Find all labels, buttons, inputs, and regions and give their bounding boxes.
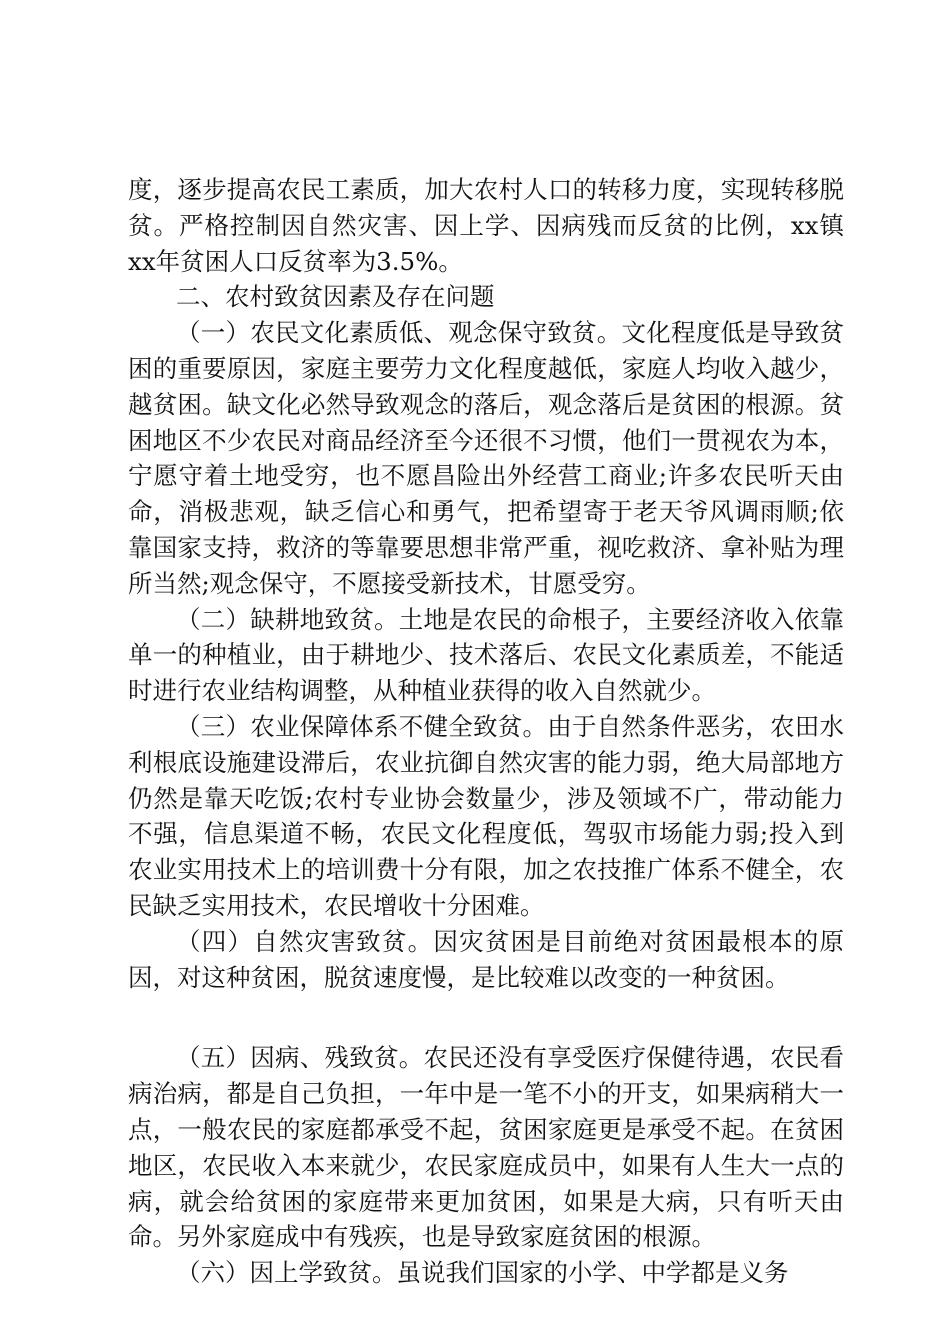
document-body	[128, 172, 844, 1291]
paragraph-cause-6: （六）因上学致贫。虽说我们国家的小学、中学都是义务	[176, 1258, 789, 1288]
paragraph-cause-1: （一）农民文化素质低、观念保守致贫。文化程度低是导致贫困的重要原因，家庭主要劳力文化程度越低，家庭人均收入越少，越贫困。缺文化必然导致观念的落后，观念落后是贫困的根源。贫困地区不少农民对商品经济至今还很不习惯，他们一贯视农为本，宁愿守着土地受穷，也不愿昌险出外经营工商业;许多农民听天由命，消极悲观，缺乏信心和勇气，把希望寄于老天爷风调雨顺;依靠国家支持，救济的等靠要思想非常严重，视吃救济、拿补贴为理所当然;观念保守，不愿接受新技术，甘愿受穷。	[128, 318, 844, 598]
paragraph-cause-3: （三）农业保障体系不健全致贫。由于自然条件恶劣，农田水利根底设施建设滞后，农业抗御自然灾害的能力弱，绝大局部地方仍然是靠天吃饭;农村专业协会数量少，涉及领域不广，带动能力不强，信息渠道不畅，农民文化程度低，驾驭市场能力弱;投入到农业实用技术上的培训费十分有限，加之农技推广体系不健全，农民缺乏实用技术，农民增收十分困难。	[128, 711, 844, 920]
paragraph-cause-4: （四）自然灾害致贫。因灾贫困是目前绝对贫困最根本的原因，对这种贫困，脱贫速度慢，是比较难以改变的一种贫困。	[128, 926, 844, 992]
paragraph-continuation: 度，逐步提高农民工素质，加大农村人口的转移力度，实现转移脱贫。严格控制因自然灾害、因上学、因病残而反贫的比例，xx镇xx年贫困人口反贫率为3.5%。	[128, 175, 844, 276]
paragraph-cause-5: （五）因病、残致贫。农民还没有享受医疗保健待遇，农民看病治病，都是自己负担，一年中是一笔不小的开支，如果病稍大一点，一般农民的家庭都承受不起，贫困家庭更是承受不起。在贫困地区，农民收入本来就少，农民家庭成员中，如果有人生大一点的病，就会给贫困的家庭带来更加贫困，如果是大病，只有听天由命。另外家庭成中有残疾，也是导致家庭贫困的根源。	[128, 1043, 844, 1252]
section-heading: 二、农村致贫因素及存在问题	[176, 282, 495, 312]
paragraph-cause-2: （二）缺耕地致贫。土地是农民的命根子，主要经济收入依靠单一的种植业，由于耕地少、技术落后、农民文化素质差，不能适时进行农业结构调整，从种植业获得的收入自然就少。	[128, 604, 844, 706]
